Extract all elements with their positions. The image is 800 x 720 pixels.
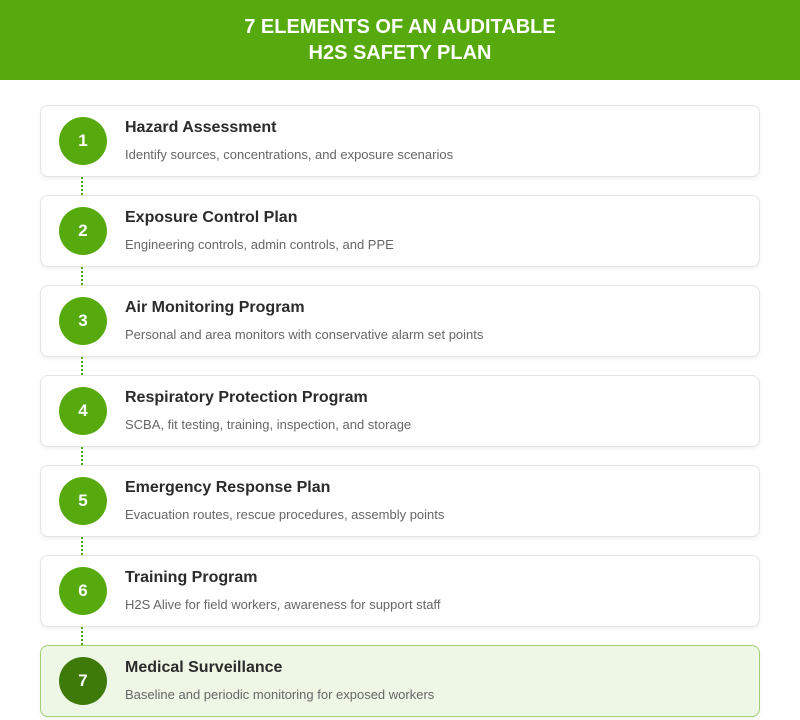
element-description: Engineering controls, admin controls, and PPE <box>125 237 394 252</box>
connector-line <box>81 177 83 195</box>
element-title: Air Monitoring Program <box>125 299 305 316</box>
element-card <box>40 465 760 537</box>
element-description: Identify sources, concentrations, and exposure scenarios <box>125 147 454 162</box>
element-card <box>40 375 760 447</box>
connector-line <box>81 357 83 375</box>
step-number-badge: 6 <box>59 567 107 615</box>
connector-line <box>81 627 83 645</box>
element-description: Evacuation routes, rescue procedures, assembly points <box>125 507 445 522</box>
step-number-badge: 1 <box>59 117 107 165</box>
element-title: Training Program <box>125 569 258 586</box>
element-title: Medical Surveillance <box>125 659 283 676</box>
title-line-1: 7 ELEMENTS OF AN AUDITABLE <box>244 16 556 38</box>
step-number-badge: 7 <box>59 657 107 705</box>
element-title: Exposure Control Plan <box>125 209 298 226</box>
connector-line <box>81 447 83 465</box>
element-title: Respiratory Protection Program <box>125 389 368 406</box>
header-banner <box>0 0 800 80</box>
step-number-badge: 3 <box>59 297 107 345</box>
element-description: Baseline and periodic monitoring for exposed workers <box>125 687 435 702</box>
element-description: H2S Alive for field workers, awareness for support staff <box>125 597 441 612</box>
step-number-badge: 5 <box>59 477 107 525</box>
element-description: SCBA, fit testing, training, inspection, and storage <box>125 417 412 432</box>
element-card <box>40 285 760 357</box>
step-number-badge: 4 <box>59 387 107 435</box>
element-card <box>40 555 760 627</box>
title-line-2: H2S SAFETY PLAN <box>308 42 492 64</box>
element-description: Personal and area monitors with conservative alarm set points <box>125 327 484 342</box>
element-title: Emergency Response Plan <box>125 479 331 496</box>
element-card <box>40 195 760 267</box>
connector-line <box>81 537 83 555</box>
element-title: Hazard Assessment <box>125 119 277 136</box>
element-card <box>40 645 760 717</box>
step-number-badge: 2 <box>59 207 107 255</box>
connector-line <box>81 267 83 285</box>
element-card <box>40 105 760 177</box>
